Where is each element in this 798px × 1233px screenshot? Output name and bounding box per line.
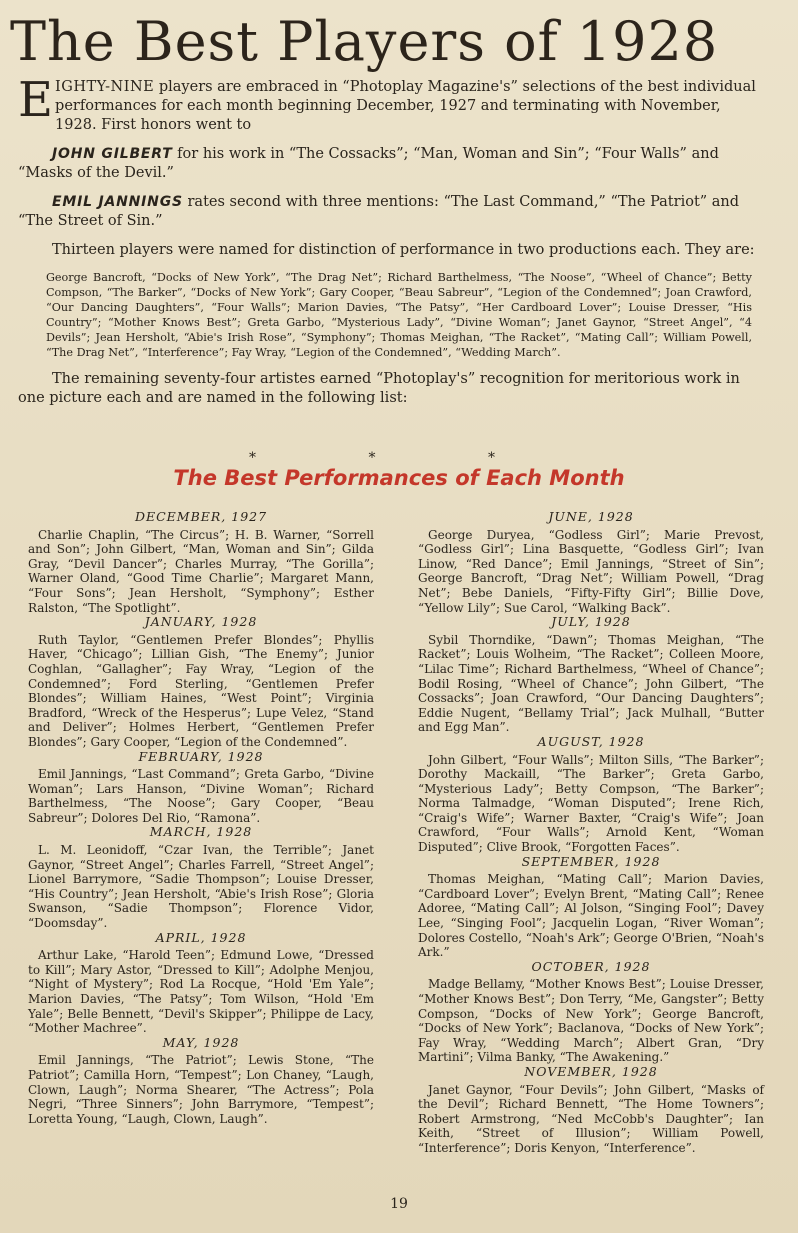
month-block [28, 931, 374, 1036]
month-entries: L. M. Leonidoff, “Czar Ivan, the Terrible”; Janet Gaynor, “Street Angel”; Charles Farrell, “Street Angel”; Lionel Barrymore, “Sadie Thompson”; Louise Dresser, “His Country”; Jean Hersholt, “Abie's Irish Rose”; Gloria Swanson, “Sadie Thompson”; Florence Vidor, “Doomsday”. [28, 843, 374, 931]
month-heading: JANUARY, 1928 [144, 614, 258, 630]
month-heading: DECEMBER, 1927 [134, 509, 268, 524]
month-entries: Madge Bellamy, “Mother Knows Best”; Louise Dresser, “Mother Knows Best”; Don Terry, “Me, Gangster”; Betty Compson, “Docks of New York”; George Bancroft, “Docks of New York”; Baclanova, “Docks of New York”; Fay Wray, “Wedding March”; Albert Gran, “Dry Martini”; Vilma Banky, “The Awakening.” [418, 977, 764, 1065]
month-heading: APRIL, 1928 [155, 929, 247, 945]
month-heading: OCTOBER, 1928 [531, 958, 651, 974]
month-block [418, 510, 764, 615]
page-number: 19 [390, 1196, 408, 1212]
month-block [28, 510, 374, 615]
month-heading: JUNE, 1928 [548, 509, 634, 524]
opening-caps: IGHTY-NINE [55, 79, 155, 95]
month-block [28, 750, 374, 826]
month-entries: Emil Jannings, “The Patriot”; Lewis Stone, “The Patriot”; Camilla Horn, “Tempest”; Lon Chaney, “Laugh, Clown, Laugh”; Norma Shearer, “The Actress”; Pola Negri, “Three Sinners”; John Barrymore, “Tempest”; Loretta Young, “Laugh, Clown, Laugh”. [28, 1053, 374, 1126]
month-block [28, 825, 374, 930]
intro-paragraph-second [18, 193, 758, 231]
month-block [418, 1065, 764, 1156]
two-mentions-list: George Bancroft, “Docks of New York”, “The Drag Net”; Richard Barthelmess, “The Noose”, “Wheel of Chance”; Betty Compson, “The Barker”, “Docks of New York”; Gary Cooper, “Beau Sabreur”, “Legion of the Condemned”; Joan Crawford, “Our Dancing Daughters”, “Four Walls”; Marion Davies, “The Patsy”, “Her Cardboard Lover”; Louise Dresser, “His Country”; “Mother Knows Best”; Greta Garbo, “Mysterious Lady”, “Divine Woman”; Janet Gaynor, “Street Angel”, “4 Devils”; Jean Hersholt, “Abie's Irish Rose”, “Symphony”; Thomas Meighan, “The Racket”, “Mating Call”; William Powell, “The Drag Net”, “Interference”; Fay Wray, “Legion of the Condemned”, “Wedding March”. [46, 271, 752, 359]
opening-rest: players are embraced in “Photoplay Magazine's” selections of the best individual performances for each month beginning December, 1927 and terminating with November, 1928. First honors went to [55, 79, 756, 133]
month-block [418, 735, 764, 855]
first-name: JOHN GILBERT [52, 146, 173, 162]
month-block [28, 1036, 374, 1127]
second-name: EMIL JANNINGS [52, 194, 183, 210]
month-heading: NOVEMBER, 1928 [524, 1063, 658, 1079]
first-text: for his work in “The Cossacks”; “Man, Woman and Sin”; “Four Walls” and “Masks of the Devil.” [18, 146, 719, 181]
right-column [418, 510, 764, 1156]
intro-text [18, 72, 758, 408]
month-block [418, 960, 764, 1065]
month-entries: George Duryea, “Godless Girl”; Marie Prevost, “Godless Girl”; Lina Basquette, “Godless Girl”; Ivan Linow, “Red Dance”; Emil Jannings, “Street of Sin”; George Bancroft, “Drag Net”; William Powell, “Drag Net”; Bebe Daniels, “Fifty-Fifty Girl”; Billie Dove, “Yellow Lily”; Sue Carol, “Walking Back”. [418, 527, 764, 615]
month-block [418, 615, 764, 735]
intro-paragraph-first-honors [18, 145, 758, 183]
month-block [28, 615, 374, 749]
second-text: rates second with three mentions: “The Last Command,” “The Patriot” and “The Street of Sin.” [18, 194, 740, 229]
page-title: The Best Players of 1928 [10, 10, 719, 73]
month-entries: Charlie Chaplin, “The Circus”; H. B. Warner, “Sorrell and Son”; John Gilbert, “Man, Woman and Sin”; Gilda Gray, “Devil Dancer”; Charles Murray, “The Gorilla”; Warner Oland, “Good Time Charlie”; Margaret Mann, “Four Sons”; Jean Hersholt, “Symphony”; Esther Ralston, “The Spotlight”. [28, 527, 374, 615]
section-divider-stars: * * * [249, 450, 549, 466]
month-heading: JULY, 1928 [551, 614, 631, 630]
month-entries: Emil Jannings, “Last Command”; Greta Garbo, “Divine Woman”; Lars Hanson, “Divine Woman”; Richard Barthelmess, “The Noose”; Gary Cooper, “Beau Sabreur”; Dolores Del Rio, “Ramona”. [28, 767, 374, 825]
left-column [28, 510, 374, 1126]
month-heading: MAY, 1928 [162, 1034, 240, 1050]
section-title: The Best Performances of Each Month [173, 466, 625, 490]
month-entries: Arthur Lake, “Harold Teen”; Edmund Lowe, “Dressed to Kill”; Mary Astor, “Dressed to Kill”; Adolphe Menjou, “Night of Mystery”; Rod La Rocque, “Hold 'Em Yale”; Marion Davies, “The Patsy”; Tom Wilson, “Hold 'Em Yale”; Belle Bennett, “Devil's Skipper”; Philippe de Lacy, “Mother Machree”. [28, 948, 374, 1036]
month-entries: Thomas Meighan, “Mating Call”; Marion Davies, “Cardboard Lover”; Evelyn Brent, “Mating Call”; Renee Adoree, “Mating Call”; Al Jolson, “Singing Fool”; Davey Lee, “Singing Fool”; Jacquelin Logan, “River Woman”; Dolores Costello, “Noah's Ark”; George O'Brien, “Noah's Ark.” [418, 872, 764, 960]
intro-paragraph-thirteen: Thirteen players were named for distinction of performance in two productions each. They are: [52, 242, 755, 258]
intro-paragraph-remaining: The remaining seventy-four artistes earned “Photoplay's” recognition for meritorious work in one picture each and are named in the following list: [18, 371, 740, 406]
month-entries: Sybil Thorndike, “Dawn”; Thomas Meighan, “The Racket”; Louis Wolheim, “The Racket”; Colleen Moore, “Lilac Time”; Richard Barthelmess, “Wheel of Chance”; Bodil Rosing, “Wheel of Chance”; John Gilbert, “The Cossacks”; Joan Crawford, “Our Dancing Daughters”; Eddie Nugent, “Bellamy Trial”; Jack Mulhall, “Butter and Egg Man”. [418, 632, 764, 735]
month-block [418, 855, 764, 960]
month-heading: SEPTEMBER, 1928 [521, 853, 661, 869]
month-entries: Ruth Taylor, “Gentlemen Prefer Blondes”; Phyllis Haver, “Chicago”; Lillian Gish, “The Enemy”; Junior Coghlan, “Gallagher”; Fay Wray, “Legion of the Condemned”; Ford Sterling, “Gentlemen Prefer Blondes”; William Haines, “West Point”; Virginia Bradford, “Wreck of the Hesperus”; Lupe Velez, “Stand and Deliver”; Holmes Herbert, “Gentlemen Prefer Blondes”; Gary Cooper, “Legion of the Condemned”. [28, 632, 374, 749]
drop-cap: E [18, 72, 54, 128]
month-entries: John Gilbert, “Four Walls”; Milton Sills, “The Barker”; Dorothy Mackaill, “The Barker”; Greta Garbo, “Mysterious Lady”; Betty Compson, “The Barker”; Norma Talmadge, “Woman Disputed”; Irene Rich, “Craig's Wife”; Warner Baxter, “Craig's Wife”; Joan Crawford, “Four Walls”; Arnold Kent, “Woman Disputed”; Clive Brook, “Forgotten Faces”. [418, 752, 764, 855]
month-entries: Janet Gaynor, “Four Devils”; John Gilbert, “Masks of the Devil”; Richard Bennett, “The Home Towners”; Robert Armstrong, “Ned McCobb's Daughter”; Ian Keith, “Street of Illusion”; William Powell, “Interference”; Doris Kenyon, “Interference”. [418, 1082, 764, 1155]
month-heading: FEBRUARY, 1928 [138, 748, 264, 764]
month-heading: MARCH, 1928 [149, 824, 253, 840]
intro-paragraph-opening [18, 72, 758, 135]
month-heading: AUGUST, 1928 [537, 733, 645, 749]
